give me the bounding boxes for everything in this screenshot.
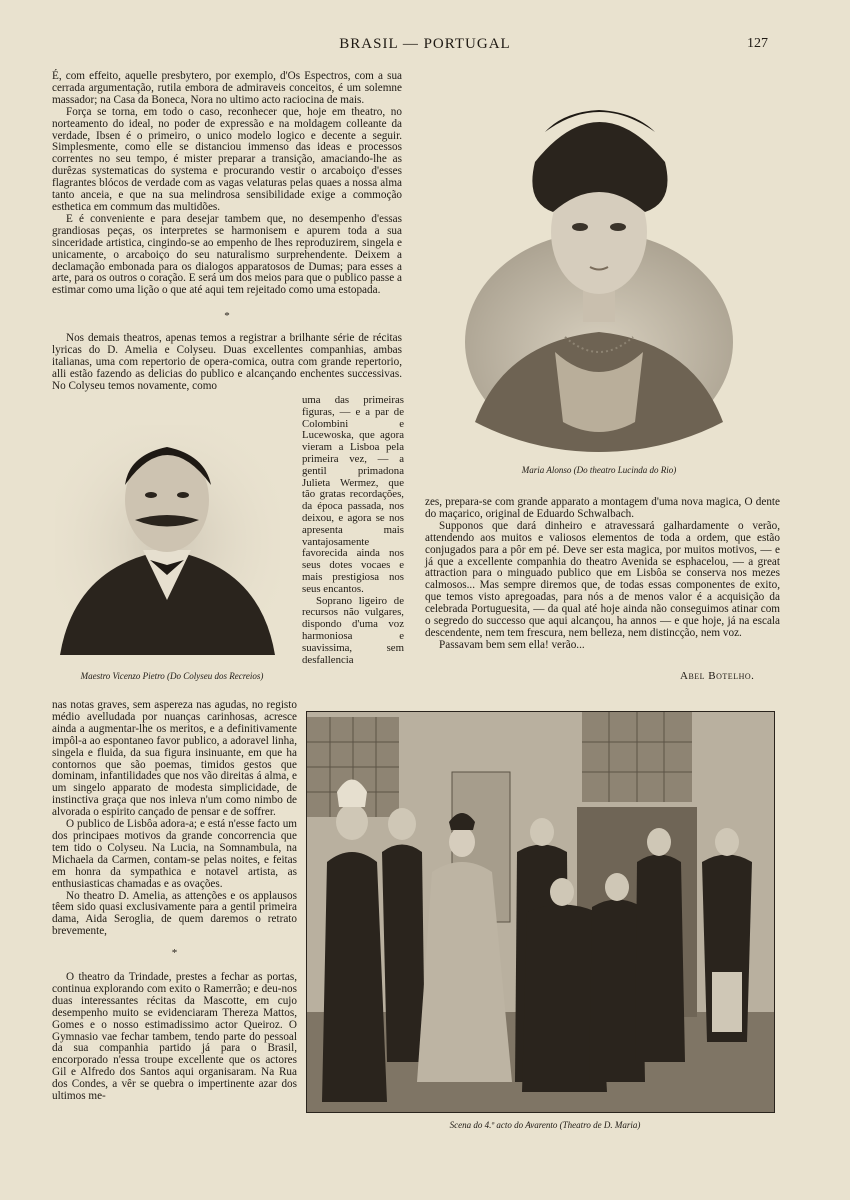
author-signature: Abel Botelho. <box>680 670 755 682</box>
portrait-vicenzo-pietro <box>55 425 280 660</box>
paragraph: No theatro D. Amelia, as attenções e os applausos têem sido quasi exclusivamente para a gentil primeira dama, Aida Seroglia, de quem daremos o retrato brevemente, <box>52 889 297 938</box>
portrait-illustration <box>55 425 280 660</box>
stage-scene-illustration <box>307 712 774 1112</box>
article-narrow-column <box>302 395 404 666</box>
paragraph: O publico de Lisbôa adora-a; e está n'esse facto um dos principaes motivos da grande concorrencia que tem tido o Colyseu. Na Lucia, na Somnambula, na Michaela da Carmen, contam-se pelas noites, e feitas em honra da sympathica e notavel artista, as enthusiasticas chamadas e as ovações. <box>52 818 297 890</box>
paragraph: uma das primeiras figuras, — e a par de Colombini e Lucewoska, que agora vieram a Lisboa pela primeira vez, — a gentil primadona Julieta Wermez, que tão gratas recordações, da época passada, nos deixou, e agora se nos apresenta mais vantajosamente favorecida ainda nos seus dotes vocaes e mais prestigiosa nos seus encantos. <box>302 394 404 595</box>
article-top-column <box>52 71 402 393</box>
portrait-maria-alonso <box>465 92 733 452</box>
paragraph: Nos demais theatros, apenas temos a registrar a brilhante série de récitas lyricas do D. Amelia e Colyseu. Duas excellentes companhias, ambas italianas, uma com repertorio de opera-comica, outra com grande repertorio, alli estão fazendo as delicias do publico e alcançando enchentes successivas. No Colyseu temos novamente, como <box>52 332 402 392</box>
caption-scene: Scena do 4.º acto do Avarento (Theatro de D. Maria) <box>449 1120 641 1130</box>
paragraph: zes, prepara-se com grande apparato a montagem d'uma nova magica, O dente do maçarico, original de Eduardo Schwalbach. <box>425 496 780 520</box>
caption-vicenzo-pietro: Maestro Vicenzo Pietro (Do Colyseu dos Recreios) <box>80 671 264 681</box>
section-separator: * <box>224 310 230 323</box>
paragraph: nas notas graves, sem aspereza nas agudas, no registo médio avelludada por nuanças carinhosas, acresce ainda a augmentar-lhe os meritos, e a definitivamente impôl-a ao espontaneo favor publico, a adoravel linha, singela e fluida, da sua figura insinuante, em que ha contornos que são poemas, timidos gestos que dominam, infantilidades que nos vão direitas á alma, e um singelo apparato de modesta simplicidade, de instinctiva graça que nos inleva n'um como nimbo de alvorada o espirito cançado de pensar e de soffrer. <box>52 699 297 819</box>
section-separator: * <box>171 947 178 960</box>
page-number: 127 <box>747 36 768 51</box>
paragraph: Supponos que dará dinheiro e atravessará galhardamente o verão, attendendo aos muitos e valiosos elementos de toda a ordem, que estão conjugados para a pôr em pé. Deve ser esta magica, por muitos motivos, — e já que a excellente companhia do theatro Avenida se esphacelou, — a great attraction para o minguado publico que em Lisbôa se conserva nos mezes calmosos... Mas sempre diremos que, de todas essas componentes de exito, que temos visto apregoadas, para nós a de menos valor é a acquisição da celebrada Portuguesita, — da qual até hoje ainda não conseguimos atinar com o segredo do successo que aqui alcançou, ha annos — e que hoje, já na escala descendente, nem tem frescura, nem belleza, nem distincção, nem voz. <box>425 519 780 639</box>
article-right-column <box>425 497 780 652</box>
portrait-illustration <box>465 92 733 452</box>
paragraph: Força se torna, em todo o caso, reconhecer que, hoje em theatro, no norteamento do ideal, no poder de expressão e na moldagem colleante da verdade, Ibsen é o primeiro, o unico modelo logico e decente a seguir. Simplesmente, como elle se distanciou immenso das ideas e processos correntes no seu tempo, é mister preparar a transição, amaciando-lhe as durêzas systematicas do systema e procurando vestir o arcaboiço d'esses flagrantes blócos de verdade com as vagas velaturas pelas quaes a nossa alma tanto anceia, e que na sua melindrosa sensibilidade exige a commoção esthetica em commum das multidões. <box>52 105 402 213</box>
scene-photograph <box>306 711 775 1113</box>
running-header: BRASIL — PORTUGAL <box>339 36 511 52</box>
article-lower-left-column <box>52 700 297 1103</box>
paragraph: E é conveniente e para desejar tambem que, no desempenho d'essas grandiosas peças, os interpretes se harmonisem e apurem toda a sua sinceridade artistica, cingindo-se ao empenho de lhes reproduzirem, singela e unicamente, o arcaboiço do seu naturalismo surprehendente. Deixem a declamação embonada para os dialogos apparatosos de Dumas; para esses a arte, para os outros o coração. E será um dos meios para que o publico passe a estimar como uma lição o que até aqui tem rejeitado como uma estopada. <box>52 212 402 297</box>
paragraph: Passavam bem sem ella! verão... <box>439 638 585 651</box>
paragraph: Soprano ligeiro de recursos não vulgares, dispondo d'uma voz harmoniosa e suavissima, sem desfallencia <box>302 594 404 666</box>
paragraph: O theatro da Trindade, prestes a fechar as portas, continua explorando com exito o Ramerrão; e deu-nos duas interessantes récitas da Mascotte, em cujo desempenho muito se evidenciaram Thereza Mattos, Gomes e o nosso estimadissimo actor Queiroz. O Gymnasio vae fechar tambem, tendo parte do pessoal da sua companhia partido já para o Brasil, encorporado n'essa troupe excellente que os actores Gil e Alfredo dos Santos aqui organisaram. Na Rua dos Condes, a vêr se quebra o impertinente azar dos ultimos me- <box>52 971 297 1103</box>
caption-maria-alonso: Maria Alonso (Do theatro Lucinda do Rio) <box>521 465 677 475</box>
paragraph: É, com effeito, aquelle presbytero, por exemplo, d'Os Espectros, com a sua cerrada argumentação, rutila embora de admiraveis conceitos, é um solemne massador; na Casa da Boneca, Nora no ultimo acto raciocina de mais. <box>52 70 402 106</box>
